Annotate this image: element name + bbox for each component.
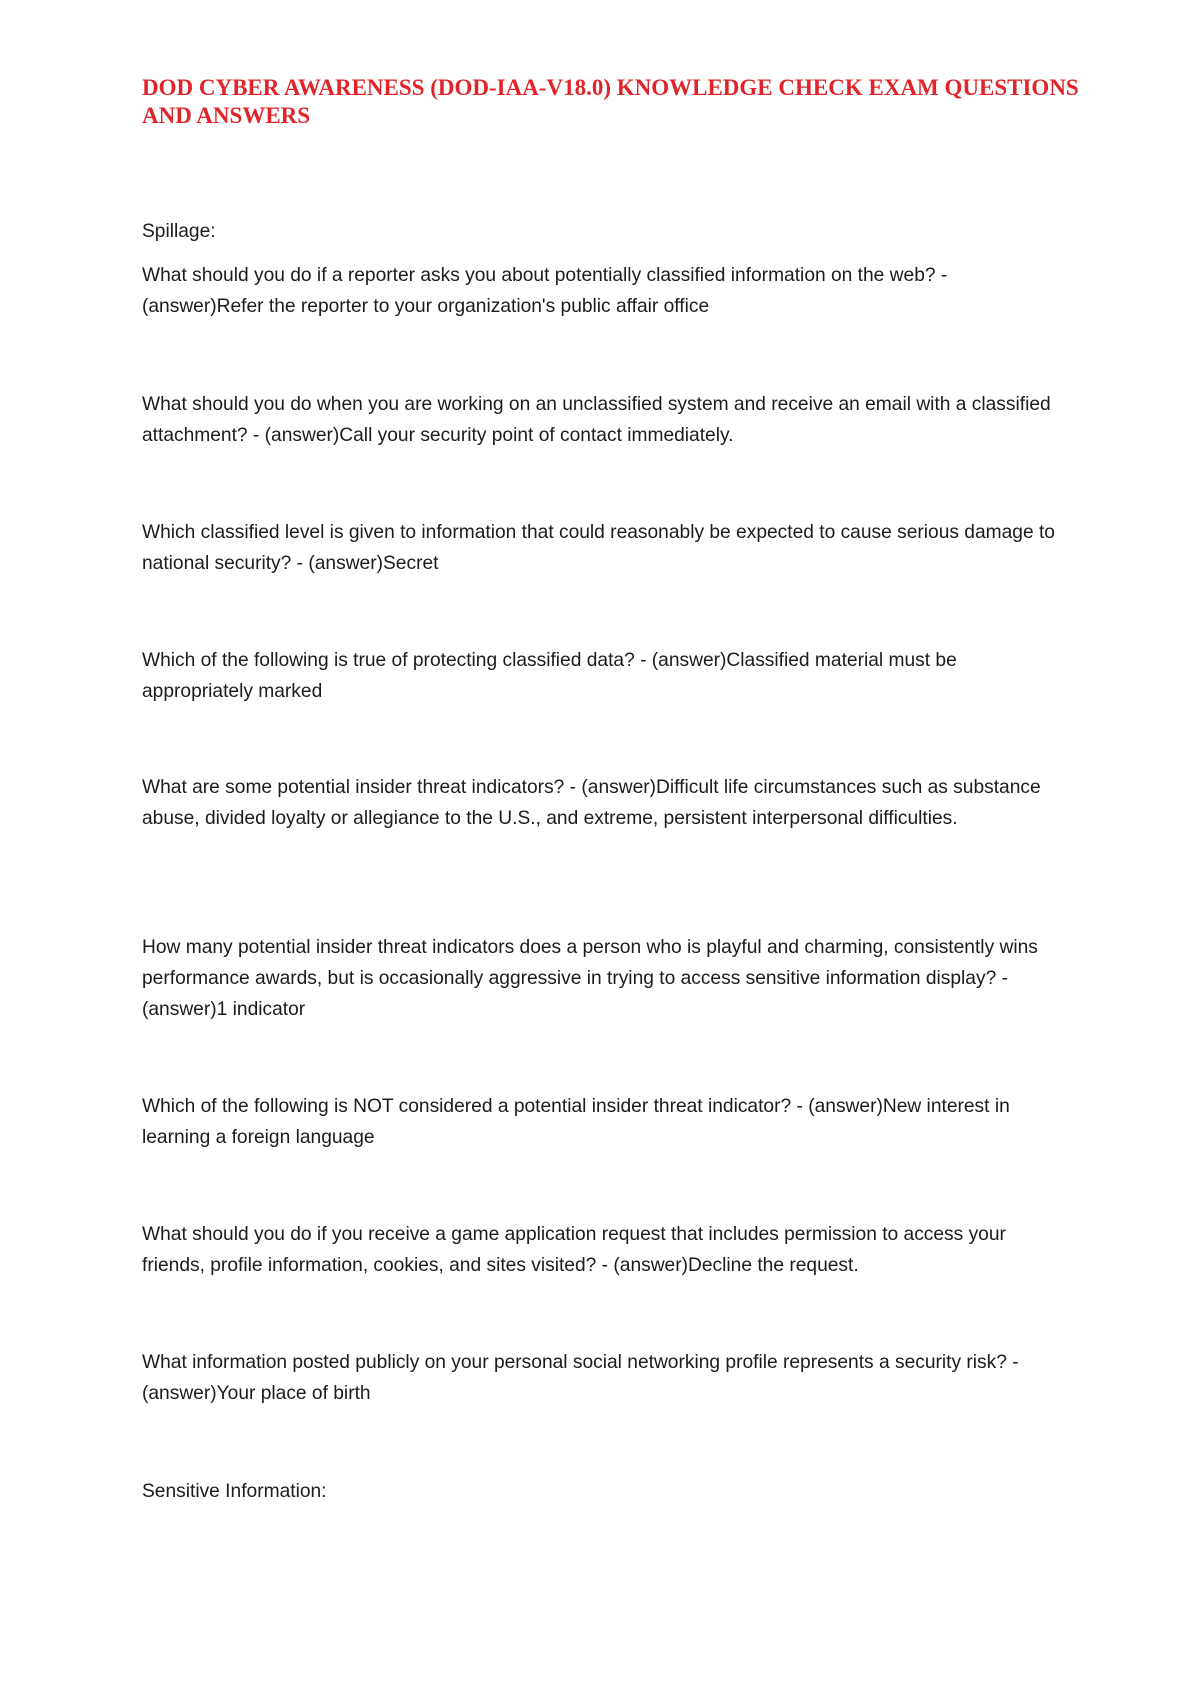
qa-item: What should you do if you receive a game application request that includes permission to access your friends, profile information, cookies, and sites visited? - (answer)Decline the request.: [142, 1224, 1006, 1276]
qa-item: Which classified level is given to information that could reasonably be expected to cause serious damage to national security? - (answer)Secret: [142, 522, 1055, 574]
qa-item: What should you do if a reporter asks you about potentially classified information on the web? - (answer)Refer the reporter to your organization's public affair office: [142, 265, 948, 317]
qa-item: What should you do when you are working on an unclassified system and receive an email with a classified attachment? - (answer)Call your security point of contact immediately.: [142, 394, 1051, 446]
section-heading-spillage: Spillage:: [142, 221, 216, 242]
section-heading-sensitive-information: Sensitive Information:: [142, 1481, 327, 1502]
document-title: DOD CYBER AWARENESS (DOD-IAA-V18.0) KNOWLEDGE CHECK EXAM QUESTIONS AND ANSWERS: [142, 75, 1079, 128]
qa-item: Which of the following is NOT considered a potential insider threat indicator? - (answer)New interest in learning a foreign language: [142, 1096, 1010, 1148]
qa-item: What information posted publicly on your personal social networking profile represents a security risk? - (answer)Your place of birth: [142, 1352, 1019, 1404]
qa-item: How many potential insider threat indicators does a person who is playful and charming, consistently wins performance awards, but is occasionally aggressive in trying to access sensitive information display? - (answer)1 indicator: [142, 937, 1038, 1020]
qa-item: Which of the following is true of protecting classified data? - (answer)Classified material must be appropriately marked: [142, 650, 957, 702]
qa-item: What are some potential insider threat indicators? - (answer)Difficult life circumstances such as substance abuse, divided loyalty or allegiance to the U.S., and extreme, persistent interpersonal difficulties.: [142, 777, 1041, 829]
